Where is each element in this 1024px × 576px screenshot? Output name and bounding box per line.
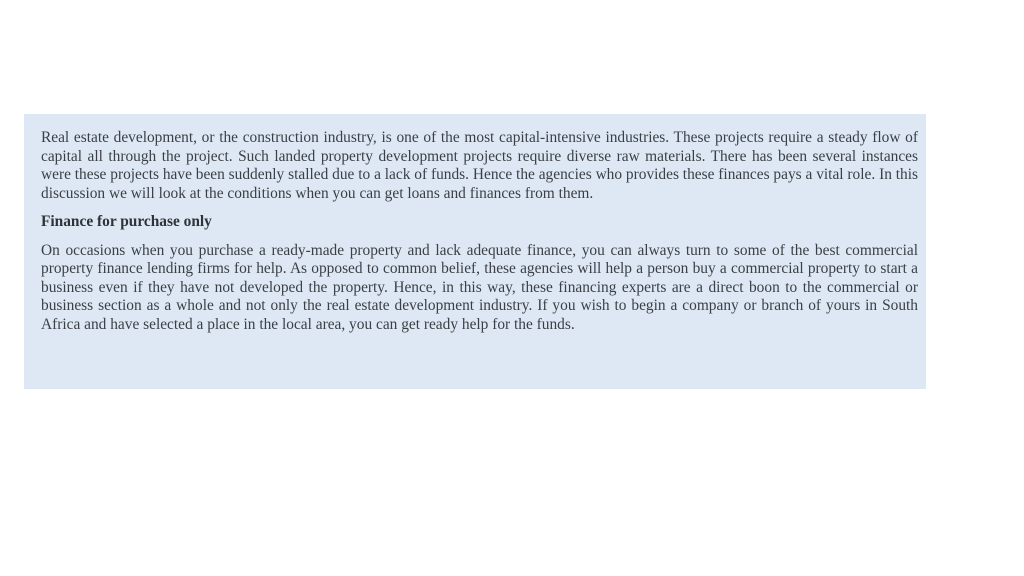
section-heading: Finance for purchase only	[41, 213, 212, 230]
section-paragraph: On occasions when you purchase a ready-made property and lack adequate finance, you can always turn to some of the best commercial property finance lending firms for help. As opposed to common belief, these agencies will help a person buy a commercial property to start a business even if they have not developed the property. Hence, in this way, these financing experts are a direct boon to the commercial or business section as a whole and not only the real estate development industry. If you wish to begin a company or branch of yours in South Africa and have selected a place in the local area, you can get ready help for the funds.	[41, 241, 918, 333]
text-box	[24, 114, 926, 389]
intro-paragraph: Real estate development, or the construction industry, is one of the most capital-intensive industries. These projects require a steady flow of capital all through the project. Such landed property development projects require diverse raw materials. There has been several instances were these projects have been suddenly stalled due to a lack of funds. Hence the agencies who provides these finances pays a vital role. In this discussion we will look at the conditions when you can get loans and finances from them.	[41, 129, 918, 202]
